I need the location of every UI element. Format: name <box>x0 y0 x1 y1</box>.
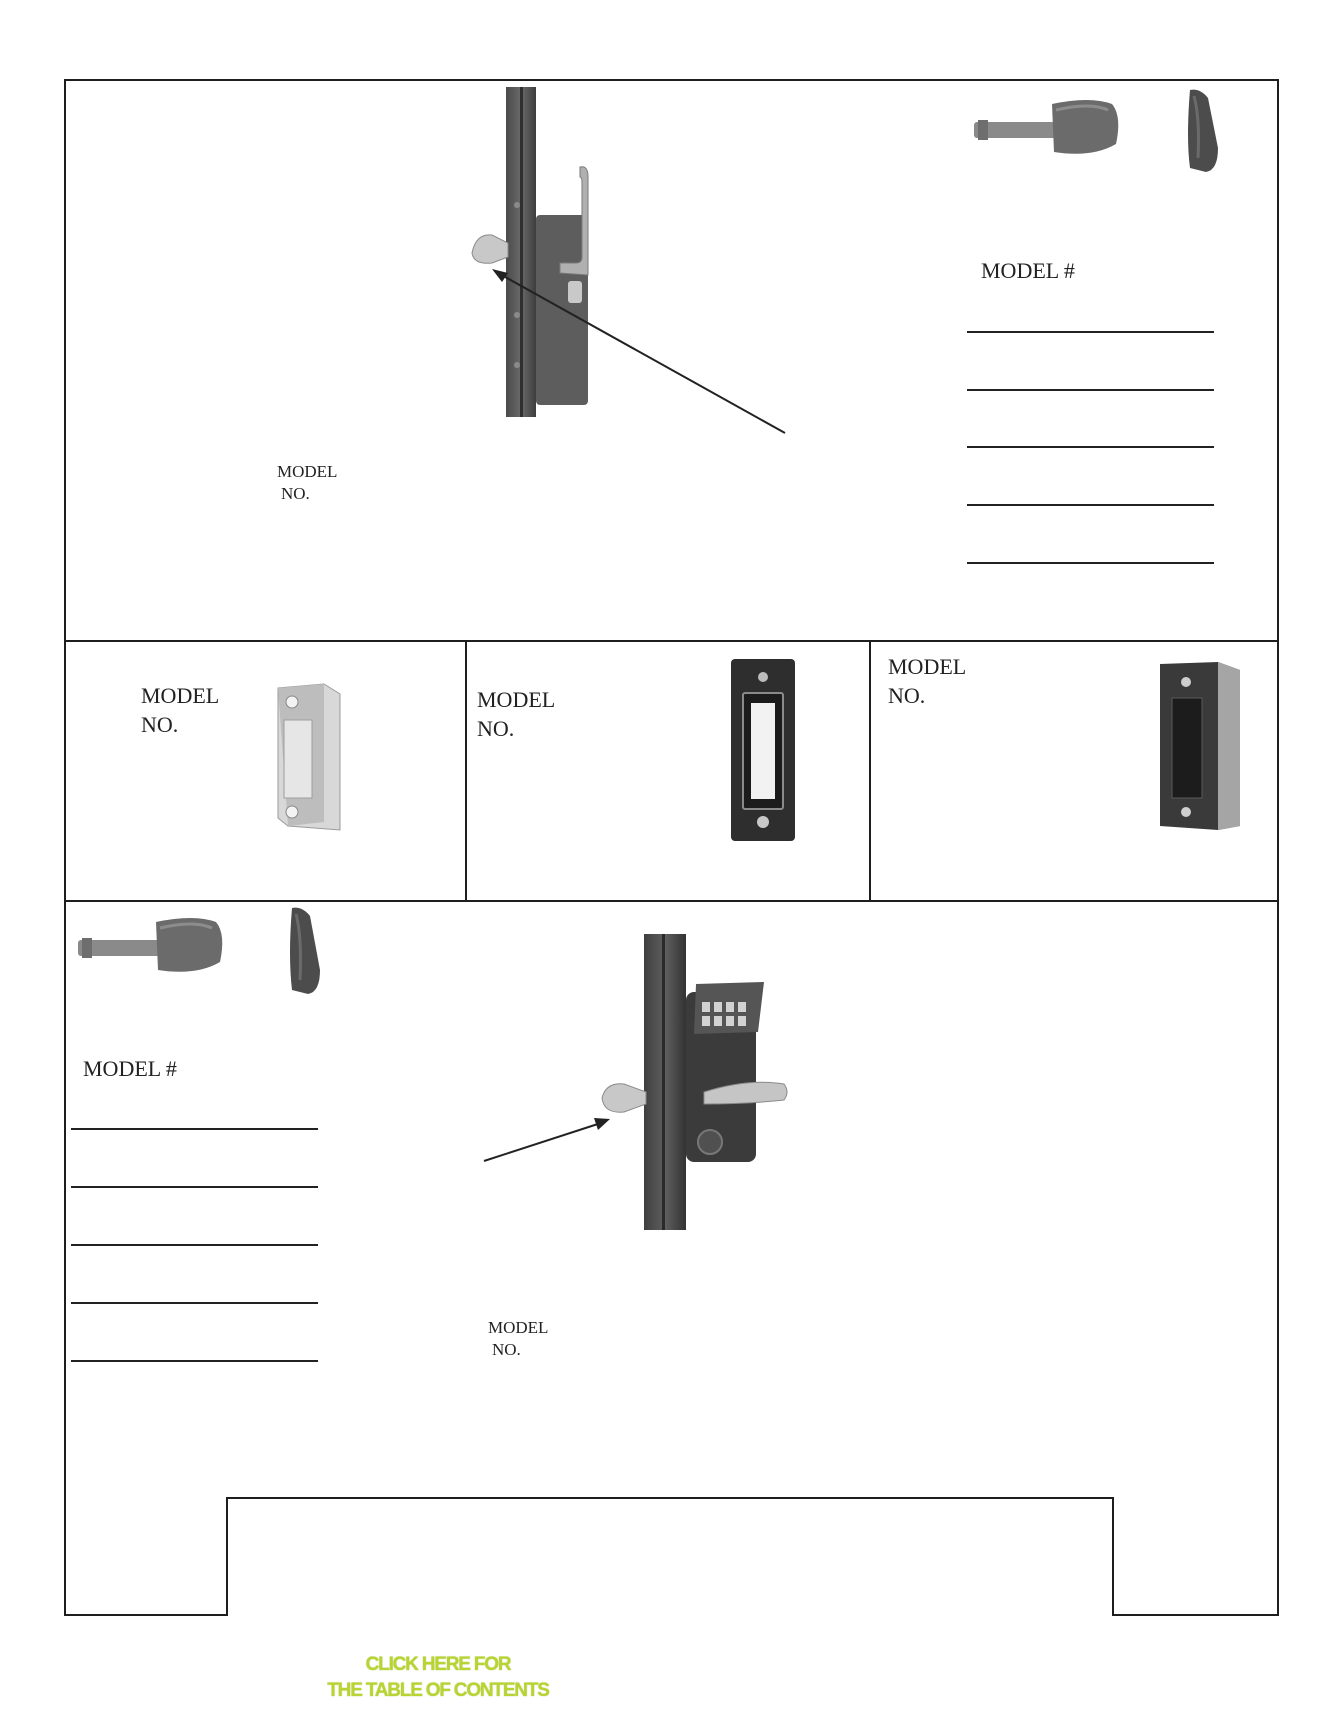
arrow-icon <box>490 268 790 438</box>
pin-photo-bottom <box>76 914 228 982</box>
frame-notch-top <box>226 1497 1114 1499</box>
frame-top <box>64 79 1279 81</box>
top-fill-line-5 <box>967 562 1214 564</box>
frame-right <box>1277 79 1279 1616</box>
bottom-model-hash-label: MODEL # <box>83 1056 177 1081</box>
middle-center-model-no-label: MODEL NO. <box>477 687 556 741</box>
frame-col-2 <box>869 640 871 901</box>
top-model-hash-label: MODEL # <box>981 258 1075 283</box>
mounting-box-photo <box>272 684 342 830</box>
bottom-fill-line-2 <box>71 1186 318 1188</box>
toc-link-line-2: THE TABLE OF CONTENTS <box>327 1679 549 1701</box>
cap-photo <box>1184 88 1220 174</box>
pin-photo <box>972 96 1124 164</box>
bottom-fill-line-3 <box>71 1244 318 1246</box>
strike-plate-photo <box>729 657 797 843</box>
top-model-no-label: MODEL NO. <box>277 462 338 504</box>
bottom-fill-line-5 <box>71 1360 318 1362</box>
middle-right-model-no-label: MODEL NO. <box>888 654 967 708</box>
top-fill-line-3 <box>967 446 1214 448</box>
arrow-icon-bottom <box>482 1114 612 1164</box>
toc-link-line-1: CLICK HERE FOR <box>365 1654 511 1675</box>
frame-notch-left <box>226 1497 228 1616</box>
cap-photo-bottom <box>286 906 322 996</box>
top-fill-line-2 <box>967 389 1214 391</box>
middle-left-model-no-label: MODEL NO. <box>141 683 220 737</box>
frame-divider-1 <box>64 640 1279 642</box>
frame-divider-2 <box>64 900 1279 902</box>
bottom-fill-line-4 <box>71 1302 318 1304</box>
frame-col-1 <box>465 640 467 901</box>
top-fill-line-1 <box>967 331 1214 333</box>
frame-bottom-left <box>64 1614 228 1616</box>
bottom-fill-line-1 <box>71 1128 318 1130</box>
frame-notch-right <box>1112 1497 1114 1616</box>
keypad-lock-photo <box>598 932 794 1232</box>
table-of-contents-link[interactable] <box>308 1652 568 1703</box>
frame-left <box>64 79 66 1616</box>
bottom-model-no-label: MODEL NO. <box>488 1318 549 1360</box>
receiver-box-photo <box>1158 660 1242 832</box>
top-fill-line-4 <box>967 504 1214 506</box>
frame-bottom-right <box>1112 1614 1279 1616</box>
